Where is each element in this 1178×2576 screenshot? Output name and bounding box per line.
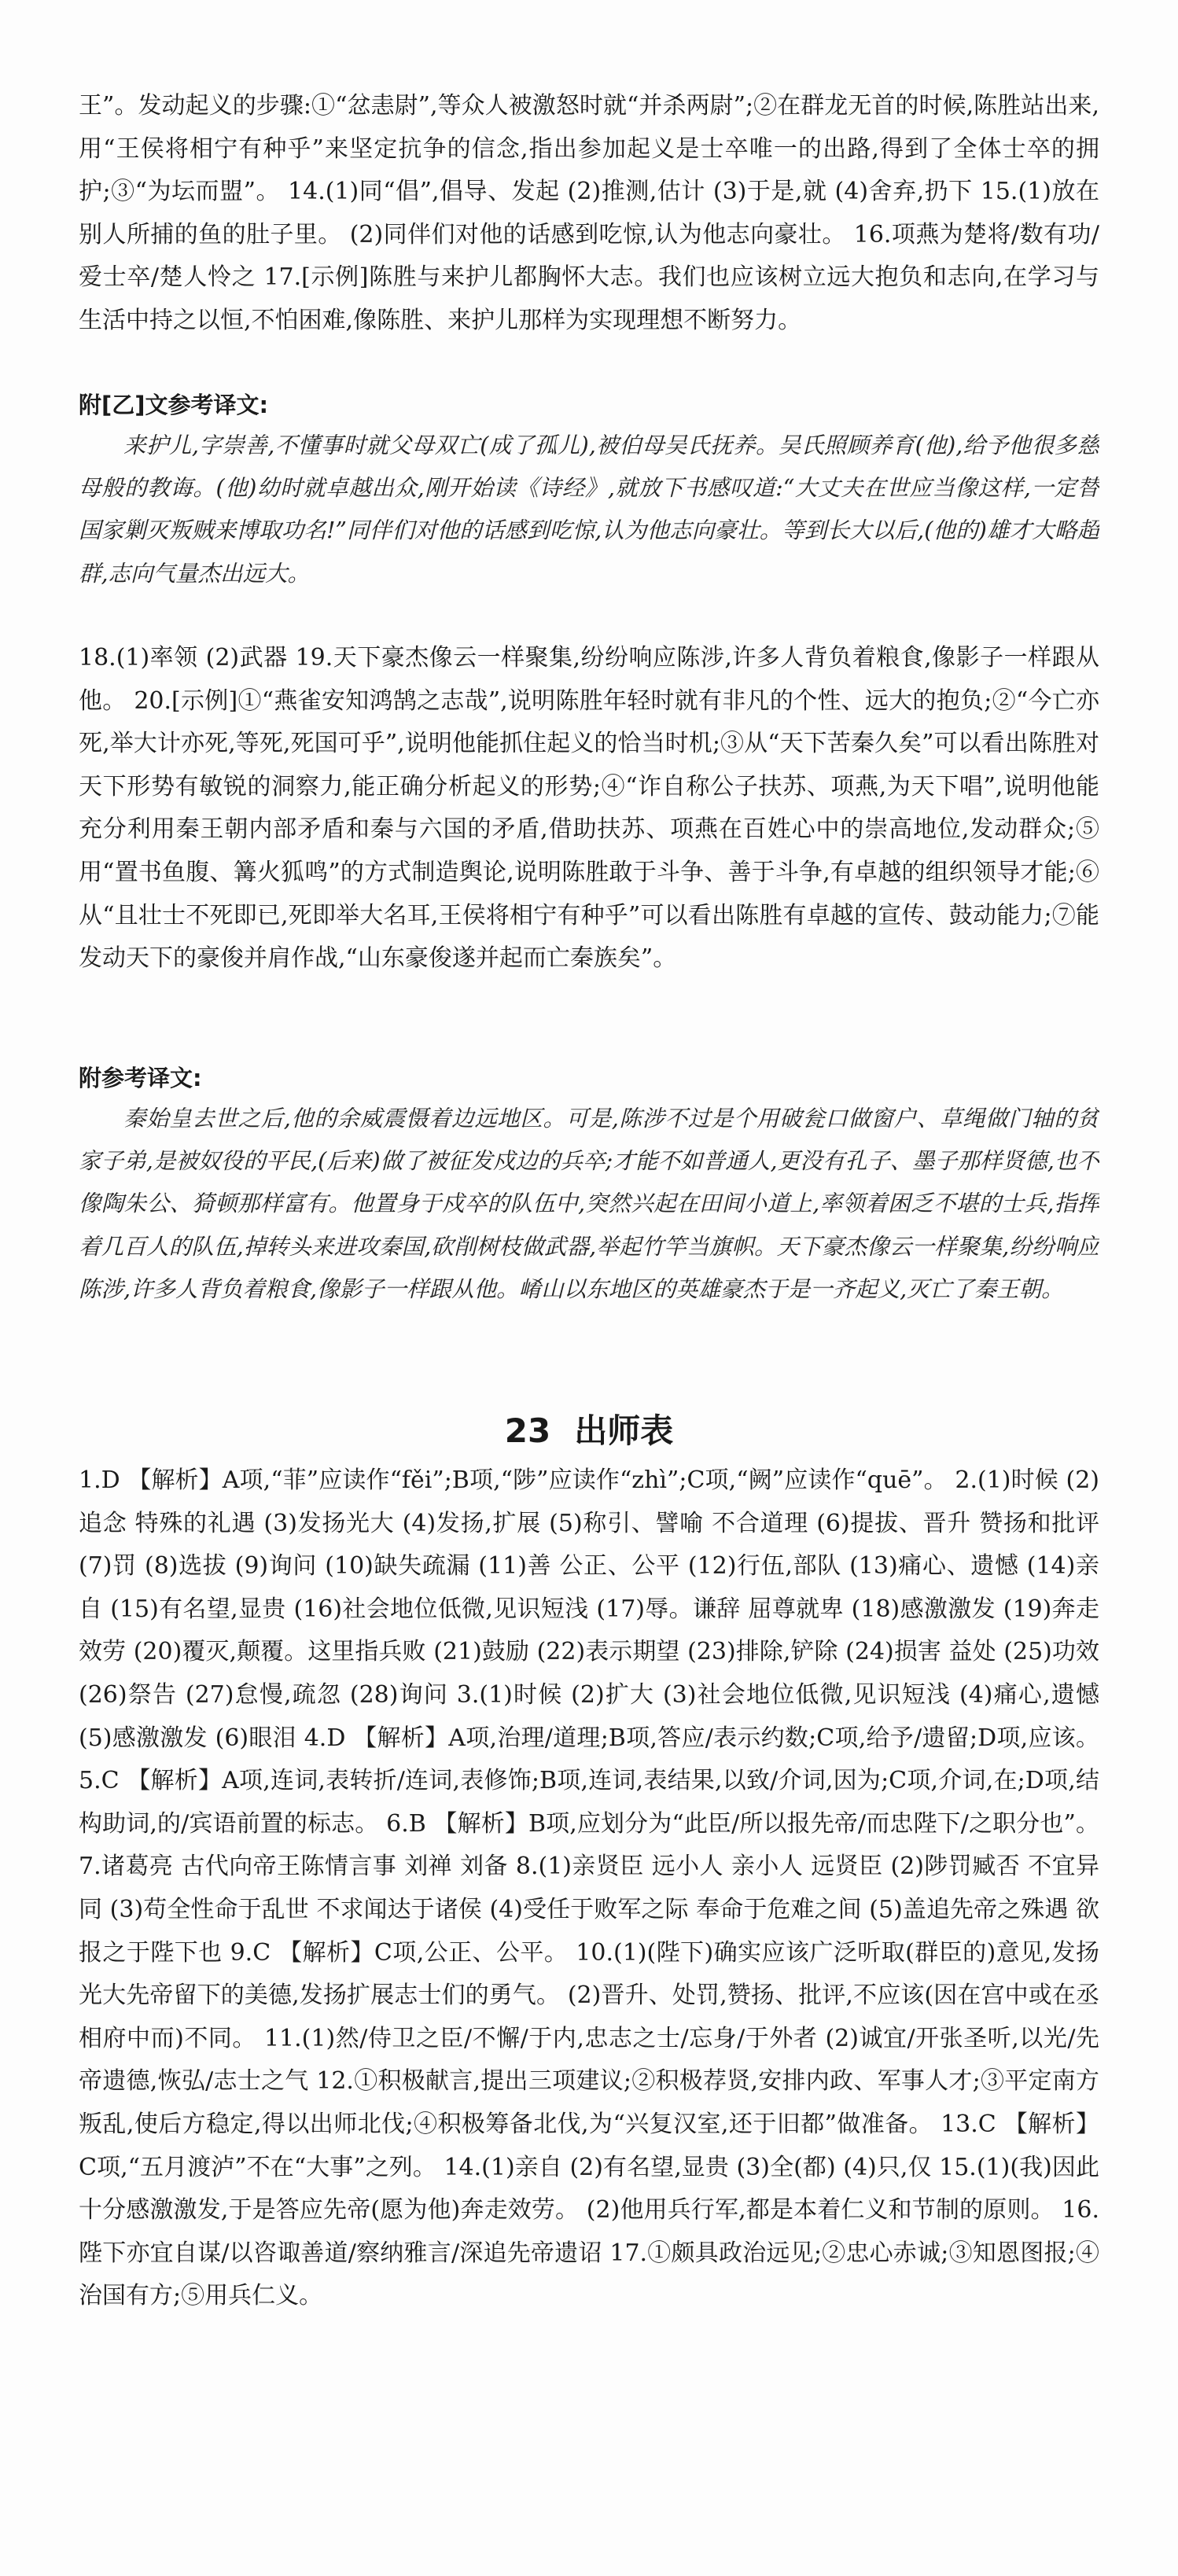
translation-yi-text: 来护儿,字崇善,不懂事时就父母双亡(成了孤儿),被伯母吴氏抚养。吴氏照顾养育(他),给予他很多慈母般的教诲。(他)幼时就卓越出众,刚开始读《诗经》,就放下书感叹道:“大丈夫在世应当像这样,一定替国家剿灭叛贼来博取功名!”同伴们对他的话感到吃惊,认为他志向豪壮。等到长大以后,(他的)雄才大略超群,志向气量杰出远大。 <box>79 432 1099 587</box>
heading-reference-translation: 附参考译文: <box>79 1065 202 1091</box>
section-number: 23 <box>504 1411 551 1450</box>
section-name: 出师表 <box>574 1411 674 1450</box>
answer-block-ch22-part1 <box>79 85 1099 385</box>
section-title <box>79 1408 1099 1455</box>
answer-text-part3: 1.D 【解析】A项,“菲”应读作“fěi”;B项,“陟”应读作“zhì”;C项,“阙”应读作“quē”。 2.(1)时候 (2)追念 特殊的礼遇 (3)发扬光大 (4)发扬,扩展 (5)称引、譬喻 不合道理 (6)提拔、晋升 赞扬和批评 (7)罚 (8)选拔 (9)询问 (10)缺失疏漏 (11)善 公正、公平 (12)行伍,部队 (13)痛心、遗憾 (14)亲自 (15)有名望,显贵 (16)社会地位低微,见识短浅 (17)辱。谦辞 屈尊就卑 (18)感激激发 (19)奔走效劳 (20)覆灭,颠覆。这里指兵败 (21)鼓励 (22)表示期望 (23)排除,铲除 (24)损害 益处 (25)功效 (26)祭告 (27)怠慢,疏忽 (28)询问 3.(1)时候 (2)扩大 (3)社会地位低微,见识短浅 (4)痛心,遗憾 (5)感激激发 (6)眼泪 4.D 【解析】A项,治理/道理;B项,答应/表示约数;C项,给予/遗留;D项,应该。 5.C 【解析】A项,连词,表转折/连词,表修饰;B项,连词,表结果,以致/介词,因为;C项,介词,在;D项,结构助词,的/宾语前置的标志。 6.B 【解析】B项,应划分为“此臣/所以报先帝/而忠陛下/之职分也”。 7.诸葛亮 古代向帝王陈情言事 刘禅 刘备 8.(1)亲贤臣 远小人 亲小人 远贤臣 (2)陟罚臧否 不宜异同 (3)苟全性命于乱世 不求闻达于诸侯 (4)受任于败军之际 奉命于危难之间 (5)盖追先帝之殊遇 欲报之于陛下也 9.C 【解析】C项,公正、公平。 10.(1)(陛下)确实应该广泛听取(群臣的)意见,发扬光大先帝留下的美德,发扬扩展志士们的勇气。 (2)晋升、处罚,赞扬、批评,不应该(因在宫中或在丞相府中而)不同。 11.(1)然/侍卫之臣/不懈/于内,忠志之士/忘身/于外者 (2)诚宜/开张圣听,以光/先帝遗德,恢弘/志士之气 12.①积极献言,提出三项建议;②积极荐贤,安排内政、军事人才;③平定南方叛乱,使后方稳定,得以出师北伐;④积极筹备北伐,为“兴复汉室,还于旧都”做准备。 13.C 【解析】C项,“五月渡泸”不在“大事”之列。 14.(1)亲自 (2)有名望,显贵 (3)全(都) (4)只,仅 15.(1)(我)因此十分感激激发,于是答应先帝(愿为他)奔走效劳。 (2)他用兵行军,都是本着仁义和节制的原则。 16.陛下亦宜自谋/以咨诹善道/察纳雅言/深追先帝遗诏 17.①颇具政治远见;②忠心赤诚;③知恩图报;④治国有方;⑤用兵仁义。 <box>79 1466 1099 2310</box>
answer-block-ch22-part2 <box>79 637 1099 1058</box>
heading-yi-translation: 附[乙]文参考译文: <box>79 392 269 418</box>
translation-block-ref <box>79 1098 1099 1400</box>
translation-ref-text: 秦始皇去世之后,他的余威震慑着边远地区。可是,陈涉不过是个用破瓮口做窗户、草绳做门轴的贫家子弟,是被奴役的平民,(后来)做了被征发戍边的兵卒;才能不如普通人,更没有孔子、墨子那样贤德,也不像陶朱公、猗顿那样富有。他置身于戍卒的队伍中,突然兴起在田间小道上,率领着困乏不堪的士兵,指挥着几百人的队伍,掉转头来进攻秦国,砍削树枝做武器,举起竹竿当旗帜。天下豪杰像云一样聚集,纷纷响应陈涉,许多人背负着粮食,像影子一样跟从他。崤山以东地区的英雄豪杰于是一齐起义,灭亡了秦王朝。 <box>79 1106 1099 1302</box>
answer-block-ch23 <box>79 1459 1099 2576</box>
translation-block-yi <box>79 425 1099 637</box>
answer-text-part1: 王”。发动起义的步骤:①“忿恚尉”,等众人被激怒时就“并杀两尉”;②在群龙无首的时候,陈胜站出来,用“王侯将相宁有种乎”来坚定抗争的信念,指出参加起义是士卒唯一的出路,得到了全体士卒的拥护;③“为坛而盟”。 14.(1)同“倡”,倡导、发起 (2)推测,估计 (3)于是,就 (4)舍弃,扔下 15.(1)放在别人所捕的鱼的肚子里。 (2)同伴们对他的话感到吃惊,认为他志向豪壮。 16.项燕为楚将/数有功/爱士卒/楚人怜之 17.[示例]陈胜与来护儿都胸怀大志。我们也应该树立远大抱负和志向,在学习与生活中持之以恒,不怕困难,像陈胜、来护儿那样为实现理想不断努力。 <box>79 92 1099 334</box>
answer-text-part2: 18.(1)率领 (2)武器 19.天下豪杰像云一样聚集,纷纷响应陈涉,许多人背负着粮食,像影子一样跟从他。 20.[示例]①“燕雀安知鸿鹄之志哉”,说明陈胜年轻时就有非凡的个性、远大的抱负;②“今亡亦死,举大计亦死,等死,死国可乎”,说明他能抓住起义的恰当时机;③从“天下苦秦久矣”可以看出陈胜对天下形势有敏锐的洞察力,能正确分析起义的形势;④“诈自称公子扶苏、项燕,为天下唱”,说明他能充分利用秦王朝内部矛盾和秦与六国的矛盾,借助扶苏、项燕在百姓心中的崇高地位,发动群众;⑤用“置书鱼腹、篝火狐鸣”的方式制造舆论,说明陈胜敢于斗争、善于斗争,有卓越的组织领导才能;⑥从“且壮士不死即已,死即举大名耳,王侯将相宁有种乎”可以看出陈胜有卓越的宣传、鼓动能力;⑦能发动天下的豪俊并肩作战,“山东豪俊遂并起而亡秦族矣”。 <box>79 644 1099 973</box>
